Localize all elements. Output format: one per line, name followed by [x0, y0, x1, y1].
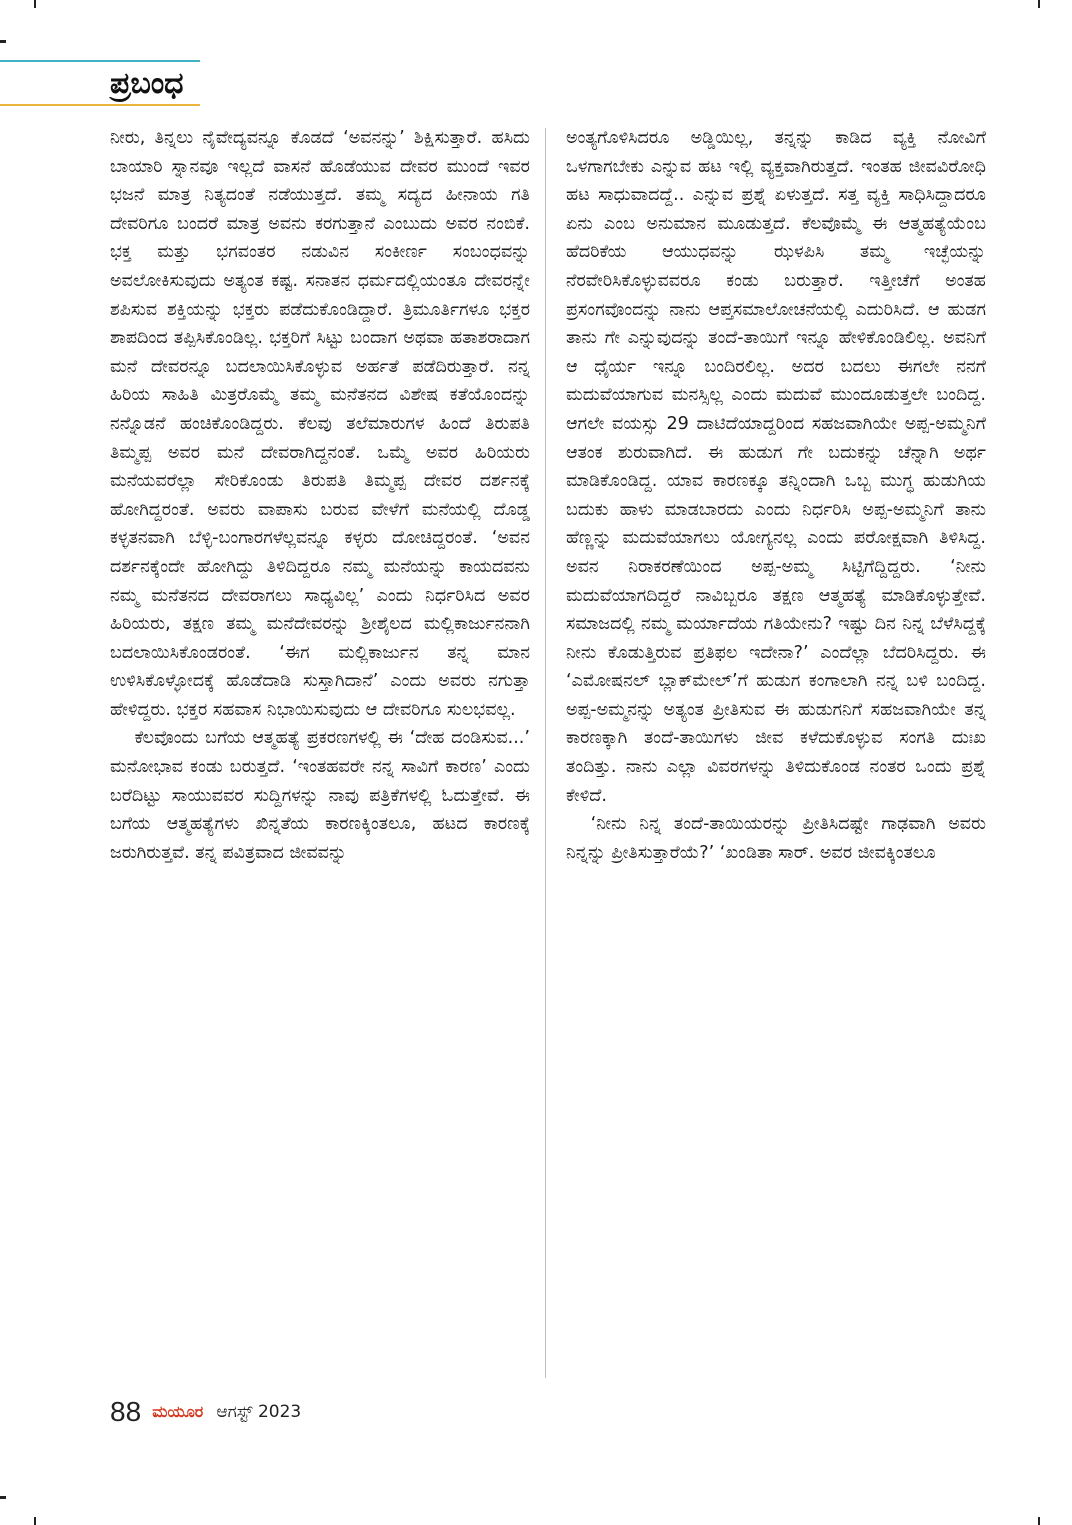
paragraph: ಅಂತ್ಯಗೊಳಿಸಿದರೂ ಅಡ್ಡಿಯಿಲ್ಲ, ತನ್ನನ್ನು ಕಾಡಿದ ವ್ಯಕ್ತಿ ನೋವಿಗೆ ಒಳಗಾಗಬೇಕು ಎನ್ನುವ ಹಟ ಇಲ್ಲಿ ವ್ಯಕ್ತವಾಗಿರುತ್ತದೆ. ಇಂತಹ ಜೀವವಿರೋಧಿ ಹಟ ಸಾಧುವಾದದ್ದೆ.. ಎನ್ನುವ ಪ್ರಶ್ನೆ ಏಳುತ್ತದೆ. ಸತ್ತ ವ್ಯಕ್ತಿ ಸಾಧಿಸಿದ್ದಾದರೂ ಏನು ಎಂಬ ಅನುಮಾನ ಮೂಡುತ್ತದೆ. ಕೆಲವೊಮ್ಮೆ ಈ ಆತ್ಮಹತ್ಯೆಯೆಂಬ ಹೆದರಿಕೆಯ ಆಯುಧವನ್ನು ಝಳಪಿಸಿ ತಮ್ಮ ಇಚ್ಛೆಯನ್ನು ನೆರವೇರಿಸಿಕೊಳ್ಳುವವರೂ ಕಂಡು ಬರುತ್ತಾರೆ. ಇತ್ತೀಚೆಗೆ ಅಂತಹ ಪ್ರಸಂಗವೊಂದನ್ನು ನಾನು ಆಪ್ತಸಮಾಲೋಚನೆಯಲ್ಲಿ ಎದುರಿಸಿದೆ. ಆ ಹುಡಗ ತಾನು ಗೇ ಎನ್ನುವುದನ್ನು ತಂದೆ-ತಾಯಿಗೆ ಇನ್ನೂ ಹೇಳಿಕೊಂಡಿಲಿಲ್ಲ. ಅವನಿಗೆ ಆ ಧೈರ್ಯ ಇನ್ನೂ ಬಂದಿರಲಿಲ್ಲ. ಅದರ ಬದಲು ಈಗಲೇ ನನಗೆ ಮದುವೆಯಾಗುವ ಮನಸ್ಸಿಲ್ಲ ಎಂದು ಮದುವೆ ಮುಂದೂಡುತ್ತಲೇ ಬಂದಿದ್ದ. ಆಗಲೇ ವಯಸ್ಸು 29 ದಾಟಿದೆಯಾದ್ದರಿಂದ ಸಹಜವಾಗಿಯೇ ಅಪ್ಪ-ಅಮ್ಮನಿಗೆ ಆತಂಕ ಶುರುವಾಗಿದೆ. ಈ ಹುಡುಗ ಗೇ ಬದುಕನ್ನು ಚೆನ್ನಾಗಿ ಅರ್ಥ ಮಾಡಿಕೊಂಡಿದ್ದ. ಯಾವ ಕಾರಣಕ್ಕೂ ತನ್ನಿಂದಾಗಿ ಒಬ್ಬ ಮುಗ್ಧ ಹುಡುಗಿಯ ಬದುಕು ಹಾಳು ಮಾಡಬಾರದು ಎಂದು ನಿರ್ಧರಿಸಿ ಅಪ್ಪ-ಅಮ್ಮನಿಗೆ ತಾನು ಹೆಣ್ಣನ್ನು ಮದುವೆಯಾಗಲು ಯೋಗ್ಯನಲ್ಲ ಎಂದು ಪರೋಕ್ಷವಾಗಿ ತಿಳಿಸಿದ್ದ. ಅವನ ನಿರಾಕರಣೆಯಿಂದ ಅಪ್ಪ-ಅಮ್ಮ ಸಿಟ್ಟಿಗೆದ್ದಿದ್ದರು. ‘ನೀನು ಮದುವೆಯಾಗದಿದ್ದರೆ ನಾವಿಬ್ಬರೂ ತಕ್ಷಣ ಆತ್ಮಹತ್ಯೆ ಮಾಡಿಕೊಳ್ಳುತ್ತೇವೆ. ಸಮಾಜದಲ್ಲಿ ನಮ್ಮ ಮರ್ಯಾದೆಯ ಗತಿಯೇನು? ಇಷ್ಟು ದಿನ ನಿನ್ನ ಬೆಳೆಸಿದ್ದಕ್ಕೆ ನೀನು ಕೊಡುತ್ತಿರುವ ಪ್ರತಿಫಲ ಇದೇನಾ?’ ಎಂದೆಲ್ಲಾ ಬೆದರಿಸಿದ್ದರು. ಈ ‘ಎಮೋಷನಲ್ ಬ್ಲಾಕ್‌ಮೇಲ್’ಗೆ ಹುಡುಗ ಕಂಗಾಲಾಗಿ ನನ್ನ ಬಳಿ ಬಂದಿದ್ದ. ಅಪ್ಪ-ಅಮ್ಮನನ್ನು ಅತ್ಯಂತ ಪ್ರೀತಿಸುವ ಈ ಹುಡುಗನಿಗೆ ಸಹಜವಾಗಿಯೇ ತನ್ನ ಕಾರಣಕ್ಕಾಗಿ ತಂದೆ-ತಾಯಿಗಳು ಜೀವ ಕಳೆದುಕೊಳ್ಳುವ ಸಂಗತಿ ದುಃಖ ತಂದಿತ್ತು. ನಾನು ಎಲ್ಲಾ ವಿವರಗಳನ್ನು ತಿಳಿದುಕೊಂಡ ನಂತರ ಒಂದು ಪ್ರಶ್ನೆ ಕೇಳಿದೆ. [566, 128, 986, 806]
article-column-left [110, 124, 530, 1380]
paragraph: ನೀರು, ತಿನ್ನಲು ನೈವೇದ್ಯವನ್ನೂ ಕೊಡದೆ ‘ಅವನನ್ನು’ ಶಿಕ್ಷಿಸುತ್ತಾರೆ. ಹಸಿದು ಬಾಯಾರಿ ಸ್ನಾನವೂ ಇಲ್ಲದೆ ವಾಸನೆ ಹೊಡೆಯುವ ದೇವರ ಮುಂದೆ ಇವರ ಭಜನೆ ಮಾತ್ರ ನಿತ್ಯದಂತೆ ನಡೆಯುತ್ತದೆ. ತಮ್ಮ ಸದ್ಯದ ಹೀನಾಯ ಗತಿ ದೇವರಿಗೂ ಬಂದರೆ ಮಾತ್ರ ಅವನು ಕರಗುತ್ತಾನೆ ಎಂಬುದು ಅವರ ನಂಬಿಕೆ. ಭಕ್ತ ಮತ್ತು ಭಗವಂತರ ನಡುವಿನ ಸಂಕೀರ್ಣ ಸಂಬಂಧವನ್ನು ಅವಲೋಕಿಸುವುದು ಅತ್ಯಂತ ಕಷ್ಟ. ಸನಾತನ ಧರ್ಮದಲ್ಲಿಯಂತೂ ದೇವರನ್ನೇ ಶಪಿಸುವ ಶಕ್ತಿಯನ್ನು ಭಕ್ತರು ಪಡೆದುಕೊಂಡಿದ್ದಾರೆ. ತ್ರಿಮೂರ್ತಿಗಳೂ ಭಕ್ತರ ಶಾಪದಿಂದ ತಪ್ಪಿಸಿಕೊಂಡಿಲ್ಲ. ಭಕ್ತರಿಗೆ ಸಿಟ್ಟು ಬಂದಾಗ ಅಥವಾ ಹತಾಶರಾದಾಗ ಮನೆ ದೇವರನ್ನೂ ಬದಲಾಯಿಸಿಕೊಳ್ಳುವ ಅರ್ಹತೆ ಪಡೆದಿರುತ್ತಾರೆ. ನನ್ನ ಹಿರಿಯ ಸಾಹಿತಿ ಮಿತ್ರರೊಮ್ಮೆ ತಮ್ಮ ಮನೆತನದ ವಿಶೇಷ ಕತೆಯೊಂದನ್ನು ನನ್ನೊಡನೆ ಹಂಚಿಕೊಂಡಿದ್ದರು. ಕೆಲವು ತಲೆಮಾರುಗಳ ಹಿಂದೆ ತಿರುಪತಿ ತಿಮ್ಮಪ್ಪ ಅವರ ಮನೆ ದೇವರಾಗಿದ್ದನಂತೆ. ಒಮ್ಮೆ ಅವರ ಹಿರಿಯರು ಮನೆಯವರೆಲ್ಲಾ ಸೇರಿಕೊಂಡು ತಿರುಪತಿ ತಿಮ್ಮಪ್ಪ ದೇವರ ದರ್ಶನಕ್ಕೆ ಹೋಗಿದ್ದರಂತೆ. ಅವರು ವಾಪಾಸು ಬರುವ ವೇಳೆಗೆ ಮನೆಯಲ್ಲಿ ದೊಡ್ಡ ಕಳ್ಳತನವಾಗಿ ಬೆಳ್ಳಿ-ಬಂಗಾರಗಳೆಲ್ಲವನ್ನೂ ಕಳ್ಳರು ದೋಚಿದ್ದರಂತೆ. ‘ಅವನ ದರ್ಶನಕ್ಕೆಂದೇ ಹೋಗಿದ್ದು ತಿಳಿದಿದ್ದರೂ ನಮ್ಮ ಮನೆಯನ್ನು ಕಾಯದವನು ನಮ್ಮ ಮನೆತನದ ದೇವರಾಗಲು ಸಾಧ್ಯವಿಲ್ಲ’ ಎಂದು ನಿರ್ಧರಿಸಿದ ಅವರ ಹಿರಿಯರು, ತಕ್ಷಣ ತಮ್ಮ ಮನೆದೇವರನ್ನು ಶ್ರೀಶೈಲದ ಮಲ್ಲಿಕಾರ್ಜುನನಾಗಿ ಬದಲಾಯಿಸಿಕೊಂಡರಂತೆ. ‘ಈಗ ಮಲ್ಲಿಕಾರ್ಜುನ ತನ್ನ ಮಾನ ಉಳಿಸಿಕೊಳ್ಳೋದಕ್ಕೆ ಹೊಡೆದಾಡಿ ಸುಸ್ತಾಗಿದಾನೆ’ ಎಂದು ಅವರು ನಗುತ್ತಾ ಹೇಳಿದ್ದರು. ಭಕ್ತರ ಸಹವಾಸ ನಿಭಾಯಿಸುವುದು ಆ ದೇವರಿಗೂ ಸುಲಭವಲ್ಲ. [110, 128, 530, 720]
crop-mark [34, 1517, 36, 1525]
crop-mark [34, 0, 36, 8]
crop-mark [1038, 0, 1040, 8]
paragraph: ಕೆಲವೊಂದು ಬಗೆಯ ಆತ್ಮಹತ್ಯೆ ಪ್ರಕರಣಗಳಲ್ಲಿ ಈ ‘ದೇಹ ದಂಡಿಸುವ...’ ಮನೋಭಾವ ಕಂಡು ಬರುತ್ತದೆ. ‘ಇಂತಹವರೇ ನನ್ನ ಸಾವಿಗೆ ಕಾರಣ’ ಎಂದು ಬರೆದಿಟ್ಟು ಸಾಯುವವರ ಸುದ್ದಿಗಳನ್ನು ನಾವು ಪತ್ರಿಕೆಗಳಲ್ಲಿ ಓದುತ್ತೇವೆ. ಈ ಬಗೆಯ ಆತ್ಮಹತ್ಯೆಗಳು ಖಿನ್ನತೆಯ ಕಾರಣಕ್ಕಿಂತಲೂ, ಹಟದ ಕಾರಣಕ್ಕೆ ಜರುಗಿರುತ್ತವೆ. ತನ್ನ ಪವಿತ್ರವಾದ ಜೀವವನ್ನು [110, 728, 530, 863]
section-title: ಪ್ರಬಂಧ [110, 66, 184, 101]
crop-mark [0, 40, 6, 43]
crop-mark [0, 1496, 6, 1499]
issue-date: ಆಗಸ್ಟ್ 2023 [216, 1402, 302, 1422]
header-rule-bottom [0, 104, 200, 106]
crop-mark [1038, 1517, 1040, 1525]
header-rule-top [0, 60, 200, 62]
page-number: 88 [110, 1396, 142, 1427]
magazine-logo: ಮಯೂರ [152, 1402, 204, 1421]
article-column-right [566, 124, 986, 1380]
page-footer [110, 1396, 301, 1430]
column-divider [545, 128, 546, 1378]
paragraph: ‘ನೀನು ನಿನ್ನ ತಂದೆ-ತಾಯಿಯರನ್ನು ಪ್ರೀತಿಸಿದಷ್ಟೇ ಗಾಢವಾಗಿ ಅವರು ನಿನ್ನನ್ನು ಪ್ರೀತಿಸುತ್ತಾರೆಯೆ?’ ‘ಖಂಡಿತಾ ಸಾರ್. ಅವರ ಜೀವಕ್ಕಿಂತಲೂ [566, 814, 986, 863]
